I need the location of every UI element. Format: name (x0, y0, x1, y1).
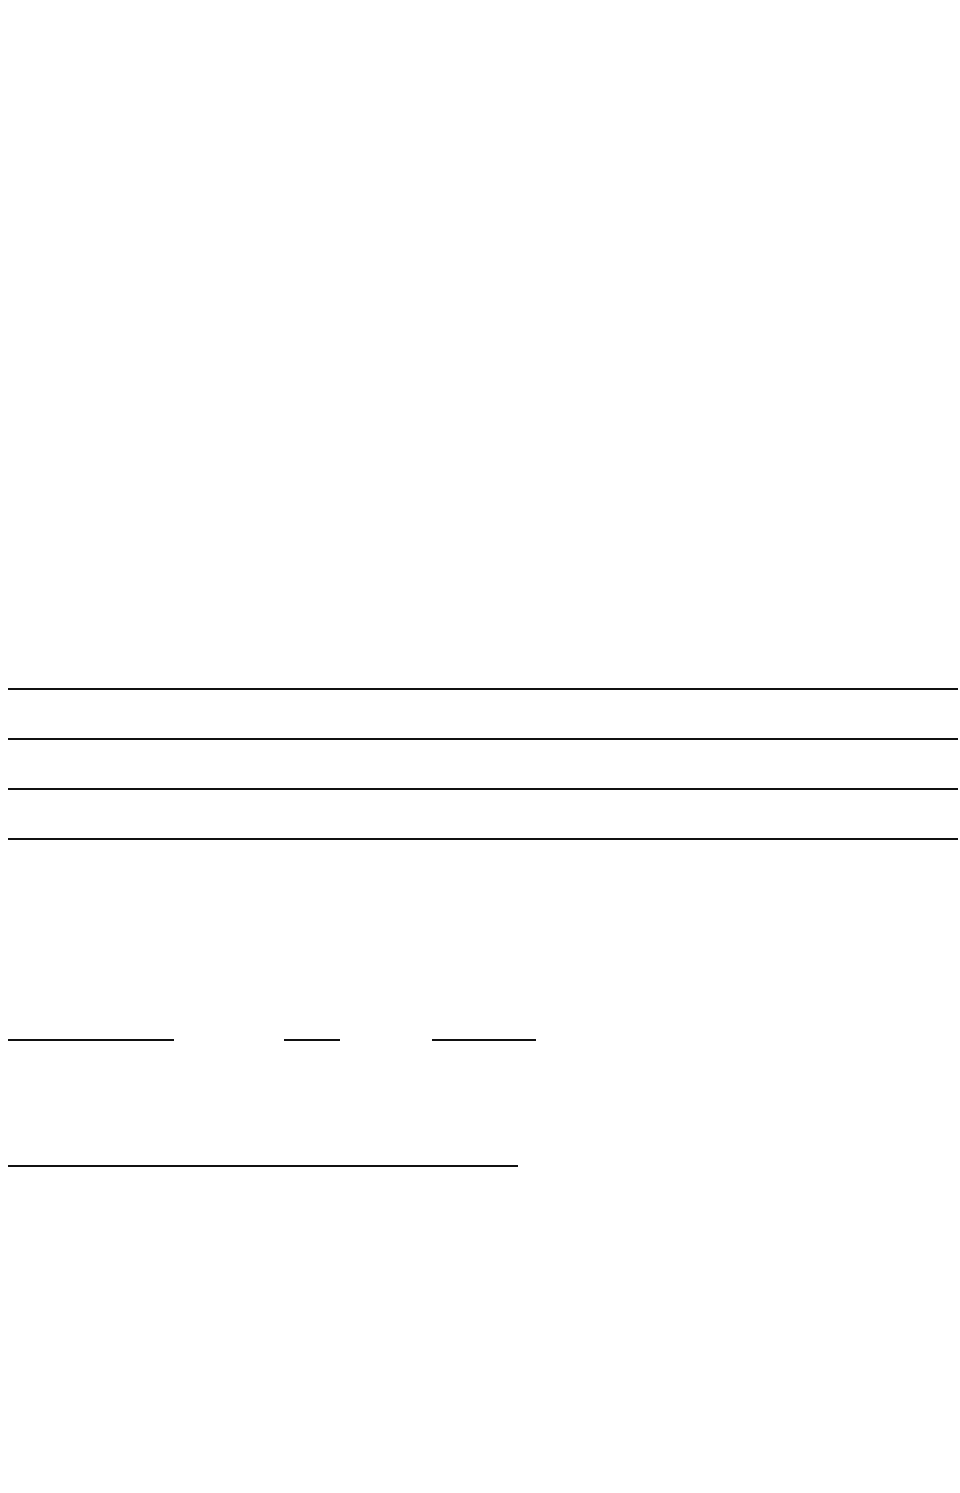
month-input-line[interactable] (432, 1039, 536, 1041)
attachment-item-7 (8, 489, 952, 539)
attachment-item-6 (8, 414, 952, 489)
attachment-item-4 (8, 314, 952, 364)
day-input-line[interactable] (284, 1039, 340, 1041)
signature-line[interactable] (8, 1165, 518, 1167)
attachment-item-1 (8, 214, 952, 239)
additional-info-line-1[interactable] (8, 688, 958, 690)
additional-info-line-2[interactable] (8, 738, 958, 740)
attachment-item-2 (8, 239, 952, 264)
additional-info-line-3[interactable] (8, 788, 958, 790)
place-input-line[interactable] (8, 1039, 174, 1041)
attachment-item-3 (8, 264, 952, 314)
attachment-item-5 (8, 364, 952, 414)
additional-info-line-4[interactable] (8, 838, 958, 840)
